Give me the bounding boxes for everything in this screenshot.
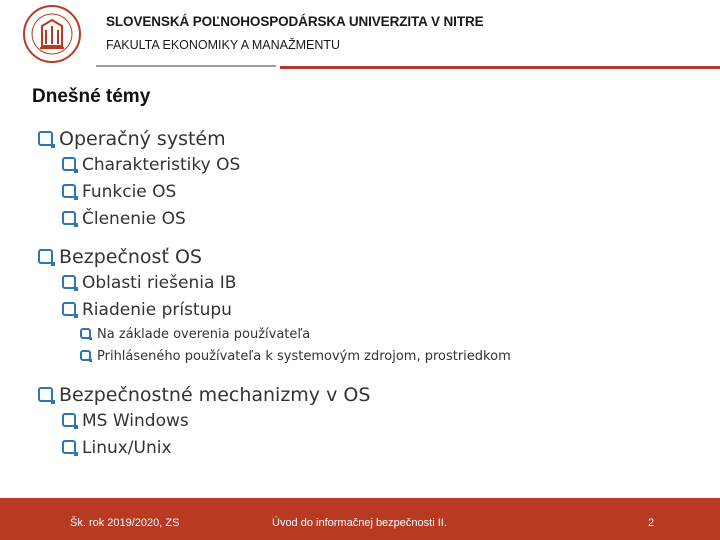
checkbox-bullet-icon <box>62 413 76 427</box>
subtopic-item <box>62 300 232 320</box>
topic-label: Bezpečnosť OS <box>59 246 202 268</box>
subtopic-label: MS Windows <box>82 411 189 431</box>
subtopic-item <box>62 209 186 229</box>
footer-course-title: Úvod do informačnej bezpečnosti II. <box>272 517 447 529</box>
subtopic-item <box>62 273 236 293</box>
topic-item <box>38 128 226 150</box>
topic-item <box>38 246 202 268</box>
footer-academic-year: Šk. rok 2019/2020, ZS <box>70 517 180 529</box>
detail-item <box>80 349 511 364</box>
detail-label: Na základe overenia používateľa <box>97 327 311 342</box>
topic-label: Operačný systém <box>59 128 226 150</box>
subtopic-label: Linux/Unix <box>82 438 172 458</box>
subtopic-item <box>62 438 172 458</box>
checkbox-bullet-icon <box>62 440 76 454</box>
topic-label: Bezpečnostné mechanizmy v OS <box>59 384 371 406</box>
subtopic-label: Členenie OS <box>82 209 186 229</box>
subtopic-label: Funkcie OS <box>82 182 177 202</box>
topic-item <box>38 384 370 406</box>
university-logo-icon <box>22 4 82 64</box>
header-divider <box>96 65 276 67</box>
faculty-name: FAKULTA EKONOMIKY A MANAŽMENTU <box>106 38 341 52</box>
university-name: SLOVENSKÁ POĽNOHOSPODÁRSKA UNIVERZITA V NITRE <box>106 14 484 29</box>
checkbox-bullet-icon <box>38 387 53 402</box>
footer-page-number: 2 <box>648 517 655 529</box>
checkbox-bullet-icon <box>62 211 76 225</box>
subtopic-label: Oblasti riešenia IB <box>82 273 237 293</box>
subtopic-item <box>62 182 176 202</box>
checkbox-bullet-icon <box>62 184 76 198</box>
subtopic-item <box>62 411 189 431</box>
subtopic-label: Charakteristiky OS <box>82 155 241 175</box>
checkbox-bullet-icon <box>62 302 76 316</box>
header-accent-line <box>280 66 720 69</box>
checkbox-bullet-icon <box>80 328 91 339</box>
checkbox-bullet-icon <box>62 157 76 171</box>
detail-item <box>80 327 310 342</box>
subtopic-label: Riadenie prístupu <box>82 300 232 320</box>
subtopic-item <box>62 155 240 175</box>
checkbox-bullet-icon <box>80 350 91 361</box>
detail-label: Prihláseného používateľa k systemovým zdrojom, prostriedkom <box>97 349 511 364</box>
checkbox-bullet-icon <box>38 131 53 146</box>
slide-header <box>0 0 720 72</box>
slide-title: Dnešné témy <box>32 86 151 107</box>
slide-footer <box>0 498 720 540</box>
checkbox-bullet-icon <box>38 249 53 264</box>
checkbox-bullet-icon <box>62 275 76 289</box>
